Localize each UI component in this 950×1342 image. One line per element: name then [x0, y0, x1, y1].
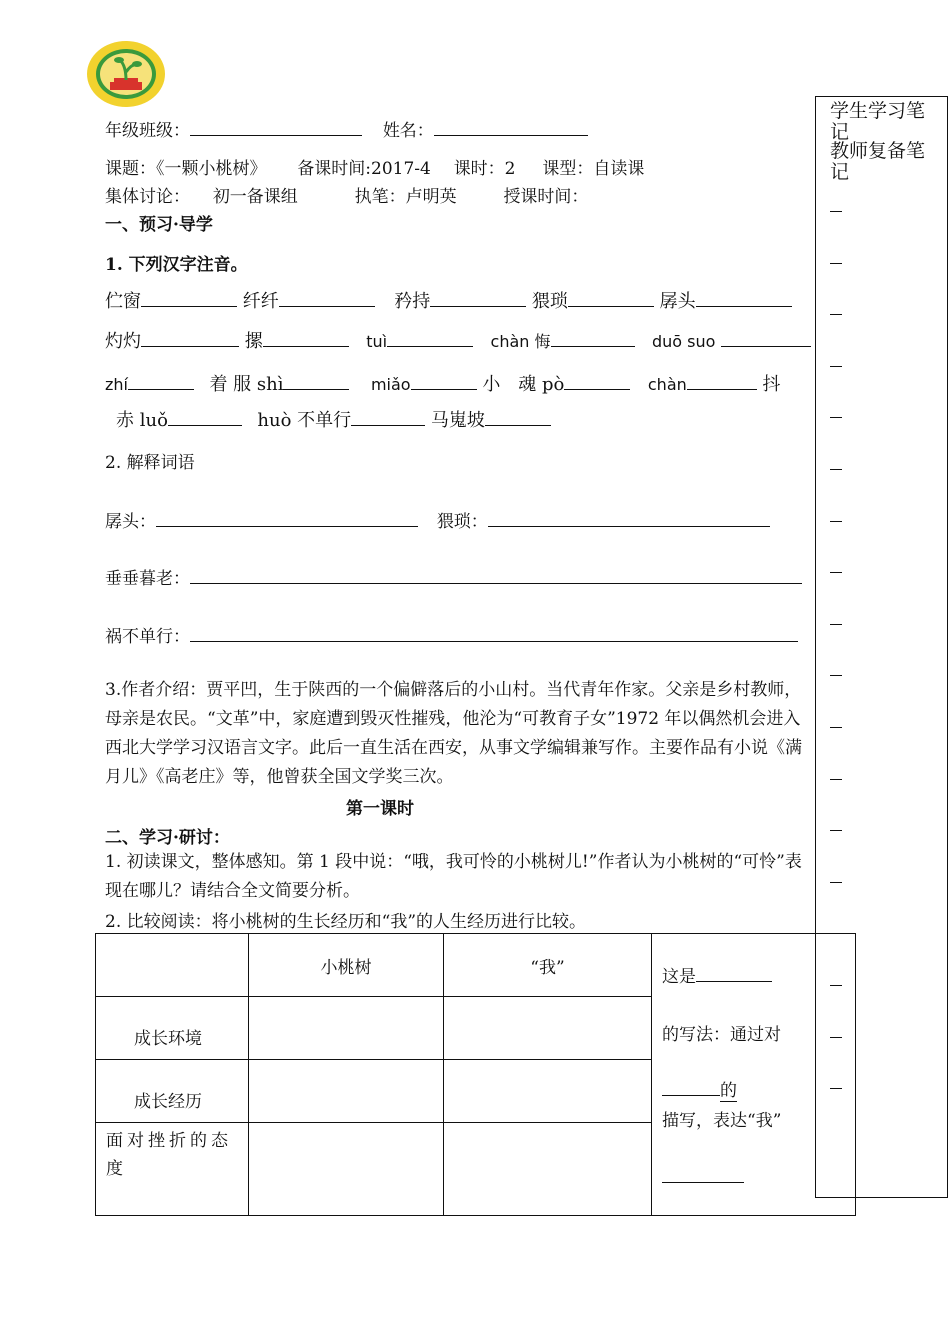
note-dash: [830, 366, 842, 367]
student-notes-heading: 学生学习笔记: [830, 100, 926, 143]
table-header-peach-tree: 小桃树: [249, 934, 444, 997]
answer-blank[interactable]: [141, 288, 237, 307]
answer-blank[interactable]: [263, 328, 349, 347]
note-dash: [830, 572, 842, 573]
course-info-line-2: 集体讨论： 初一备课组 执笔：卢明英 授课时间：: [105, 187, 589, 207]
note-blank[interactable]: [662, 1077, 720, 1096]
pinyin-row-3: zhí 着 服 shì miǎo 小 魂 pò chàn 抖: [105, 370, 781, 396]
answer-blank[interactable]: [141, 328, 239, 347]
answer-blank[interactable]: [387, 328, 473, 347]
definition-field[interactable]: [156, 508, 418, 527]
definition-field[interactable]: [190, 565, 802, 584]
grade-class-line: 年级班级： 姓名：: [105, 116, 588, 141]
note-blank[interactable]: [662, 1164, 744, 1183]
answer-blank[interactable]: [551, 328, 635, 347]
definition-field[interactable]: [190, 623, 798, 642]
note-dash: [830, 727, 842, 728]
table-corner-cell: [96, 934, 249, 997]
term-line-1: 孱头： 猥琐：: [105, 507, 770, 532]
table-cell[interactable]: [444, 1123, 652, 1216]
pinyin-row-2: 灼灼 摞 tuì chàn 悔 duō suo: [105, 327, 811, 353]
table-header-me: “我”: [444, 934, 652, 997]
row-label-attitude: 面对挫折的态度: [96, 1123, 249, 1216]
answer-blank[interactable]: [279, 288, 375, 307]
table-cell[interactable]: [249, 1060, 444, 1123]
answer-blank[interactable]: [128, 371, 194, 390]
lesson-title: 第一课时: [346, 799, 414, 819]
section2-title: 二、学习·研讨：: [105, 828, 230, 848]
answer-blank[interactable]: [568, 288, 654, 307]
note-dash: [830, 314, 842, 315]
term-line-2: 垂垂暮老：: [105, 564, 802, 589]
pinyin-row-4: 赤 luǒ huò 不单行 马嵬坡: [116, 406, 551, 432]
answer-blank[interactable]: [721, 328, 811, 347]
note-blank[interactable]: [696, 963, 772, 982]
answer-blank[interactable]: [168, 407, 242, 426]
row-label-experience: 成长经历: [96, 1060, 249, 1123]
note-dash: [830, 624, 842, 625]
note-dash: [830, 830, 842, 831]
section1-title: 一、预习·导学: [105, 215, 213, 235]
answer-blank[interactable]: [283, 371, 349, 390]
answer-blank[interactable]: [564, 371, 630, 390]
note-dash: [830, 1037, 842, 1038]
section2-q2: 2. 比较阅读：将小桃树的生长经历和“我”的人生经历进行比较。: [105, 912, 587, 932]
note-dash: [830, 882, 842, 883]
author-intro: 3.作者介绍：贾平凹，生于陕西的一个偏僻落后的小山村。当代青年作家。父亲是乡村教师，母亲是农民。“文革”中，家庭遭到毁灭性摧残，他沦为“可教育子女”1972 年以偶然机会进入西北大学学习汉语言文字。此后一直生活在西安，从事文学编辑兼写作。主要作品有小说《满月儿》《高老庄》等，他曾获全国文学奖三次。: [105, 680, 802, 787]
teacher-notes-heading: 教师复备笔记: [830, 140, 926, 183]
note-dash: [830, 263, 842, 264]
note-dash: [830, 933, 842, 934]
answer-blank[interactable]: [430, 288, 526, 307]
q1-title: 1. 下列汉字注音。: [105, 255, 248, 275]
note-dash: [830, 521, 842, 522]
student-name-field[interactable]: [434, 117, 588, 136]
school-logo: [86, 40, 166, 108]
note-dash: [830, 779, 842, 780]
table-cell[interactable]: [444, 1060, 652, 1123]
answer-blank[interactable]: [485, 407, 551, 426]
course-info-line-1: 课题：《一颗小桃树》 备课时间:2017-4 课时：2 课型：自读课: [105, 159, 645, 179]
table-note-cell: 这是 的写法：通过对 的 描写，表达“我”: [652, 934, 856, 1216]
grade-class-field[interactable]: [190, 117, 362, 136]
section2-q1: 1. 初读课文，整体感知。第 1 段中说：“哦，我可怜的小桃树儿!”作者认为小桃树的“可怜”表现在哪儿？请结合全文简要分析。: [105, 852, 802, 901]
q2-title: 2. 解释词语: [105, 453, 195, 473]
answer-blank[interactable]: [411, 371, 477, 390]
answer-blank[interactable]: [687, 371, 757, 390]
note-dash: [830, 211, 842, 212]
note-dash: [830, 469, 842, 470]
answer-blank[interactable]: [696, 288, 792, 307]
note-dash: [830, 417, 842, 418]
note-dash: [830, 985, 842, 986]
notes-sidebar: [815, 96, 948, 1198]
comparison-table: [95, 933, 856, 1216]
table-cell[interactable]: [249, 1123, 444, 1216]
table-cell[interactable]: [249, 997, 444, 1060]
row-label-environment: 成长环境: [96, 997, 249, 1060]
table-cell[interactable]: [444, 997, 652, 1060]
term-line-3: 祸不单行：: [105, 622, 798, 647]
note-dash: [830, 1088, 842, 1089]
answer-blank[interactable]: [351, 407, 425, 426]
pinyin-row-1: 伫窗 纤纤 矜持 猥琐 孱头: [105, 287, 792, 313]
definition-field[interactable]: [488, 508, 770, 527]
note-dash: [830, 675, 842, 676]
